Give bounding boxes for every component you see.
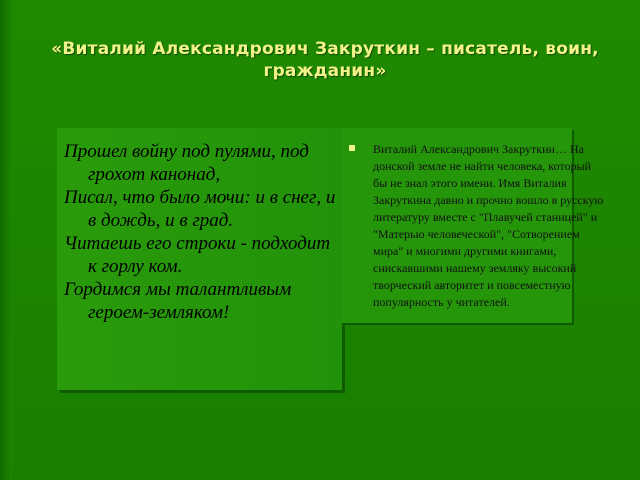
poem-line: Писал, что было мочи: и в снег, и в дождь, и в град.	[64, 187, 336, 231]
poem-line: Прошел войну под пулями, под грохот канонад,	[64, 141, 309, 185]
poem-text	[64, 140, 339, 324]
bullet-icon	[349, 145, 355, 151]
bio-text: Виталий Александрович Закруткин… На донской земле не найти человека, который бы не знал этого имени. Имя Виталия Закруткина давно и прочно вошло в русскую литературу вместе с "Плавучей станицей" и "Матерью человеческой", "Сотворением мира" и многими другими книгами, снискавшими нашему земляку высокий творческий авторитет и повсеместную популярность у читателей.	[373, 142, 604, 309]
bio-block	[349, 141, 604, 311]
slide-title: «Виталий Александрович Закруткин – писатель, воин, гражданин»	[51, 39, 599, 81]
poem-line: Гордимся мы талантливым героем-земляком!	[64, 279, 292, 323]
left-decorative-bar	[0, 0, 12, 480]
poem-line: Читаешь его строки - подходит к горлу ком.	[64, 233, 331, 277]
